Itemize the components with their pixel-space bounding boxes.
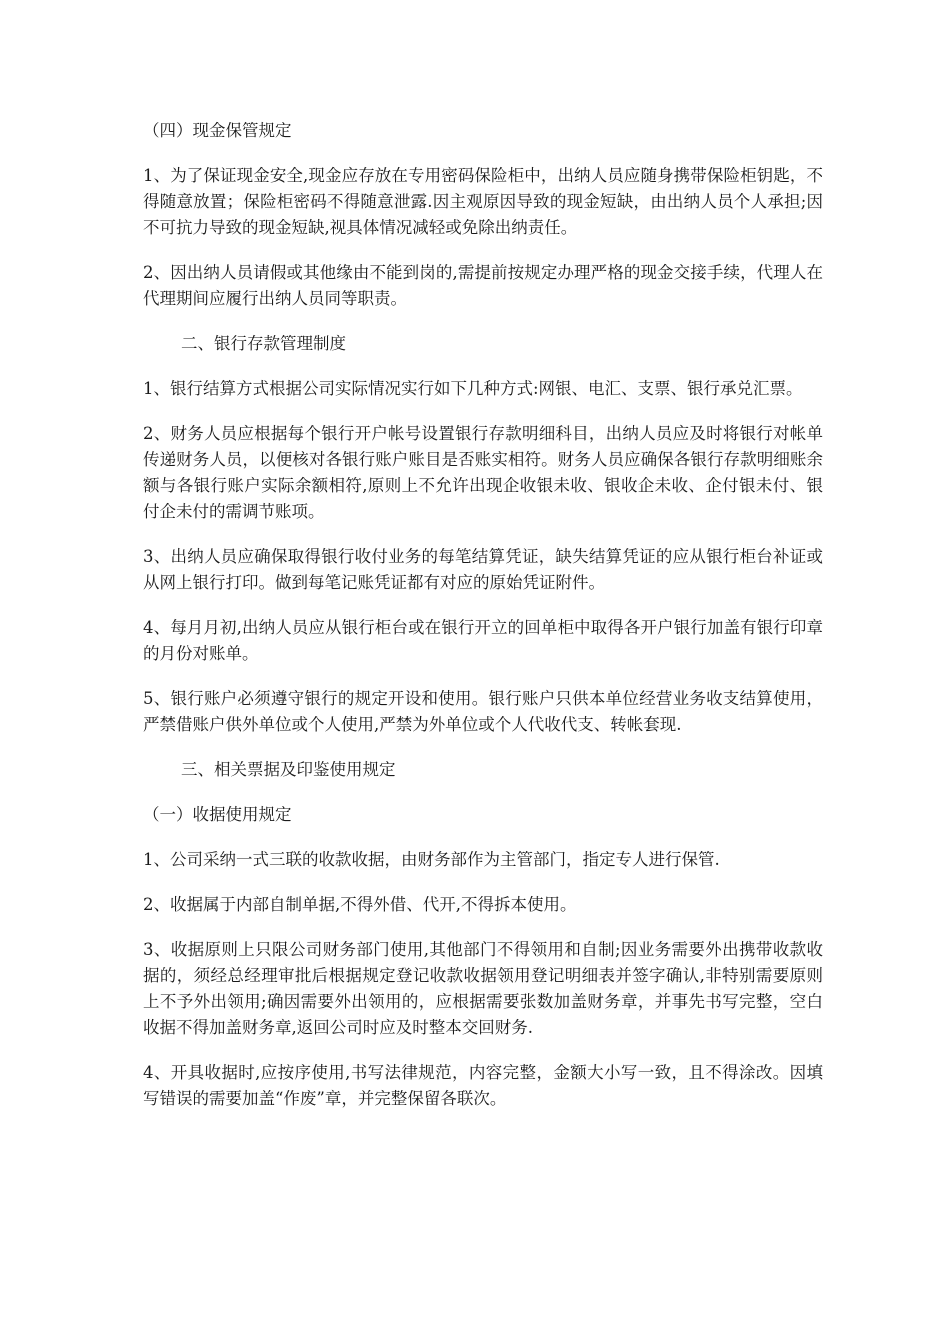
- paragraph-receipt-3: 3、收据原则上只限公司财务部门使用,其他部门不得领用和自制;因业务需要外出携带收款收据的，须经总经理审批后根据规定登记收款收据领用登记明细表并签字确认,非特别需要原则上不予外出领用;确因需要外出领用的，应根据需要张数加盖财务章，并事先书写完整，空白收据不得加盖财务章,返回公司时应及时整本交回财务.: [143, 940, 823, 1037]
- section-heading-bills-seals: 三、相关票据及印鉴使用规定: [181, 760, 396, 779]
- paragraph-bank-2: 2、财务人员应根据每个银行开户帐号设置银行存款明细科目，出纳人员应及时将银行对帐单传递财务人员，以便核对各银行账户账目是否账实相符。财务人员应确保各银行存款明细账余额与各银行账户实际余额相符,原则上不允许出现企收银未收、银收企未收、企付银未付、银付企未付的需调节账项。: [143, 424, 823, 521]
- paragraph-receipt-1: 1、公司采纳一式三联的收款收据，由财务部作为主管部门，指定专人进行保管.: [143, 850, 720, 869]
- paragraph-cash-2: 2、因出纳人员请假或其他缘由不能到岗的,需提前按规定办理严格的现金交接手续，代理人在代理期间应履行出纳人员同等职责。: [143, 263, 823, 308]
- paragraph-cash-1: 1、为了保证现金安全,现金应存放在专用密码保险柜中，出纳人员应随身携带保险柜钥匙，不得随意放置；保险柜密码不得随意泄露.因主观原因导致的现金短缺，由出纳人员个人承担;因不可抗力导致的现金短缺,视具体情况减轻或免除出纳责任。: [143, 166, 823, 237]
- paragraph-bank-4: 4、每月月初,出纳人员应从银行柜台或在银行开立的回单柜中取得各开户银行加盖有银行印章的月份对账单。: [143, 618, 823, 663]
- paragraph-bank-5: 5、银行账户必须遵守银行的规定开设和使用。银行账户只供本单位经营业务收支结算使用，严禁借账户供外单位或个人使用,严禁为外单位或个人代收代支、转帐套现.: [143, 689, 823, 734]
- subsection-heading-cash-custody: （四）现金保管规定: [143, 121, 292, 140]
- subsection-heading-receipts: （一）收据使用规定: [143, 805, 292, 824]
- paragraph-bank-3: 3、出纳人员应确保取得银行收付业务的每笔结算凭证，缺失结算凭证的应从银行柜台补证或从网上银行打印。做到每笔记账凭证都有对应的原始凭证附件。: [143, 547, 823, 592]
- paragraph-bank-1: 1、银行结算方式根据公司实际情况实行如下几种方式:网银、电汇、支票、银行承兑汇票。: [143, 379, 803, 398]
- document-page: [143, 118, 823, 1131]
- paragraph-receipt-2: 2、收据属于内部自制单据,不得外借、代开,不得拆本使用。: [143, 895, 577, 914]
- section-heading-bank-deposit: 二、银行存款管理制度: [181, 334, 346, 353]
- paragraph-receipt-4: 4、开具收据时,应按序使用,书写法律规范，内容完整，金额大小写一致，且不得涂改。因填写错误的需要加盖“作废”章，并完整保留各联次。: [143, 1063, 823, 1108]
